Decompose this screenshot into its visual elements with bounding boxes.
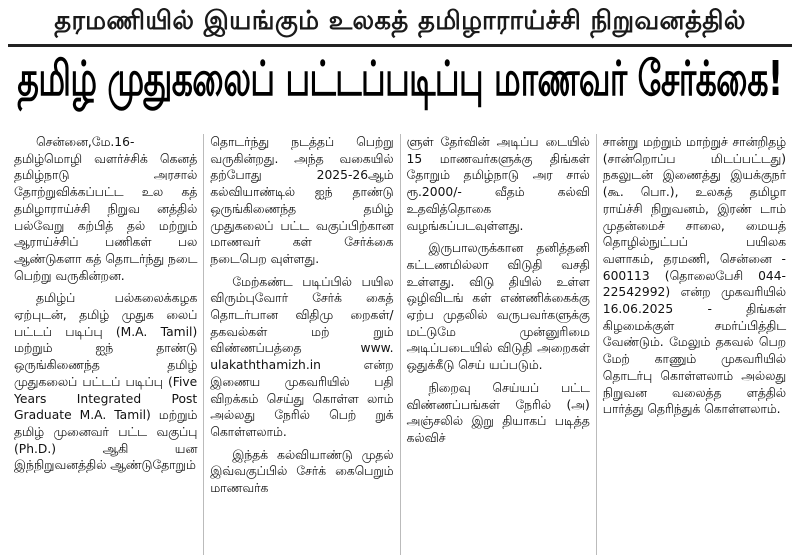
article-paragraph: மேற்கண்ட படிப்பில் பயில விரும்புவோர் சேர்க் கைத் தொடர்பான விதிமு றைகள்/ தகவல்கள் மற் றும் விண்ணப்பத்தை www. ulakaththamizh.in என்ற இணைய முகவரியில் பதி விறக்கம் செய்து கொள்ள லாம் அல்லது நேரில் பெற் றுக் கொள்ளலாம். [210,274,394,439]
article-paragraph: சான்று மற்றும் மாற்றுச் சான்றிதழ் (சான்றொப்ப மிடப்பட்டது) நகலுடன் இணைத்து இயக்குநர் (கூ. பொ.), உலகத் தமிழா ராய்ச்சி நிறுவனம், இரண் டாம் முதன்மைச் சாலை, மையத் தொழில்நுட்பப் பயிலக வளாகம், தரமணி, சென்னை - 600113 (தொலைபேசி 044-22542992) என்ற முகவரியில் 16.06.2025 - திங்கள் கிழமைக்குள் சமர்ப்பித்திட வேண்டும். மேலும் தகவல் பெற மேற் காணும் முகவரியில் தொடர்பு கொள்ளலாம் அல்லது நிறுவன வலைத்த ளத்தில் பார்த்து தெரிந்துக் கொள்ளலாம். [602,135,786,417]
article-paragraph: இருபாலருக்கான தனித்தனி கட்டணமில்லா விடுதி வசதி உள்ளது. விடு தியில் உள்ள ஒழிவிடங் கள் எண்ணிக்கைக்கு ஏற்ப முதலில் வருபவர்களுக்கு மட்டுமே முன்னுரிமை அடிப்படையில் விடுதி அறைகள் ஒதுக்கீடு செய் யப்படும். [406,241,590,373]
article-paragraph: தொடர்ந்து நடத்தப் பெற்று வருகின்றது. அந்த வகையில் தற்போது 2025-26ஆம் கல்வியாண்டில் ஐந் தாண்டு ஒருங்கிணைந்த தமிழ் முதுகலைப் பட்ட வகுப்பிற்கான மாணவர் கள் சேர்க்கை நடைபெற வுள்ளது. [210,135,394,266]
article-paragraph: நிறைவு செய்யப் பட்ட விண்ணப்பங்கள் நேரில் (அ) அஞ்சலில் இறு தியாகப் படித்த கல்விச் [406,380,590,445]
main-headline: தமிழ் முதுகலைப் பட்டப்படிப்பு மாணவர் சேர்க்கை! [17,50,783,107]
article-paragraph: தமிழ்ப் பல்கலைக்கழக ஏற்புடன், தமிழ் முதுக லைப் பட்டப் படிப்பு (M.A. Tamil) மற்றும் ஐந் தாண்டு ஒருங்கிணைந்த தமிழ் முதுகலைப் பட்டப் படிப்பு (Five Years Integrated Post Graduate M.A. Tamil) மற்றும் தமிழ் முனைவர் பட்ட வகுப்பு (Ph.D.) ஆகி யன இந்நிறுவனத்தில் ஆண்டுதோறும் [14,291,198,473]
article-column-3 [400,134,596,555]
article-body [8,134,792,555]
article-paragraph: இந்தக் கல்வியாண்டு முதல் இவ்வகுப்பில் சேர்க் கைபெறும் மாணவர்க [210,447,394,496]
article-column-2 [203,134,399,555]
article-paragraph: ளுள் தேர்வின் அடிப்ப டையில் 15 மாணவர்களுக்கு திங்கள் தோறும் தமிழ்நாடு அர சால் ரூ.2000/- வீதம் கல்வி உதவித்தொகை வழங்கப்படவுள்ளது. [406,135,590,233]
article-paragraph: சென்னை,மே.16- தமிழ்மொழி வளர்ச்சிக் கெனத் தமிழ்நாடு அரசால் தோற்றுவிக்கப்பட்ட உல கத் தமிழாராய்ச்சி நிறுவ னத்தில் பல்வேறு கற்பித் தல் மற்றும் ஆராய்ச்சிப் பணிகள் பல ஆண்டுகளா கத் தொடர்ந்து நடை பெற்று வருகின்றன. [14,135,198,283]
article-column-1 [8,134,203,555]
article-column-4 [596,134,792,555]
kicker-headline: தரமணியில் இயங்கும் உலகத் தமிழாராய்ச்சி நிறுவனத்தில் [8,0,792,47]
